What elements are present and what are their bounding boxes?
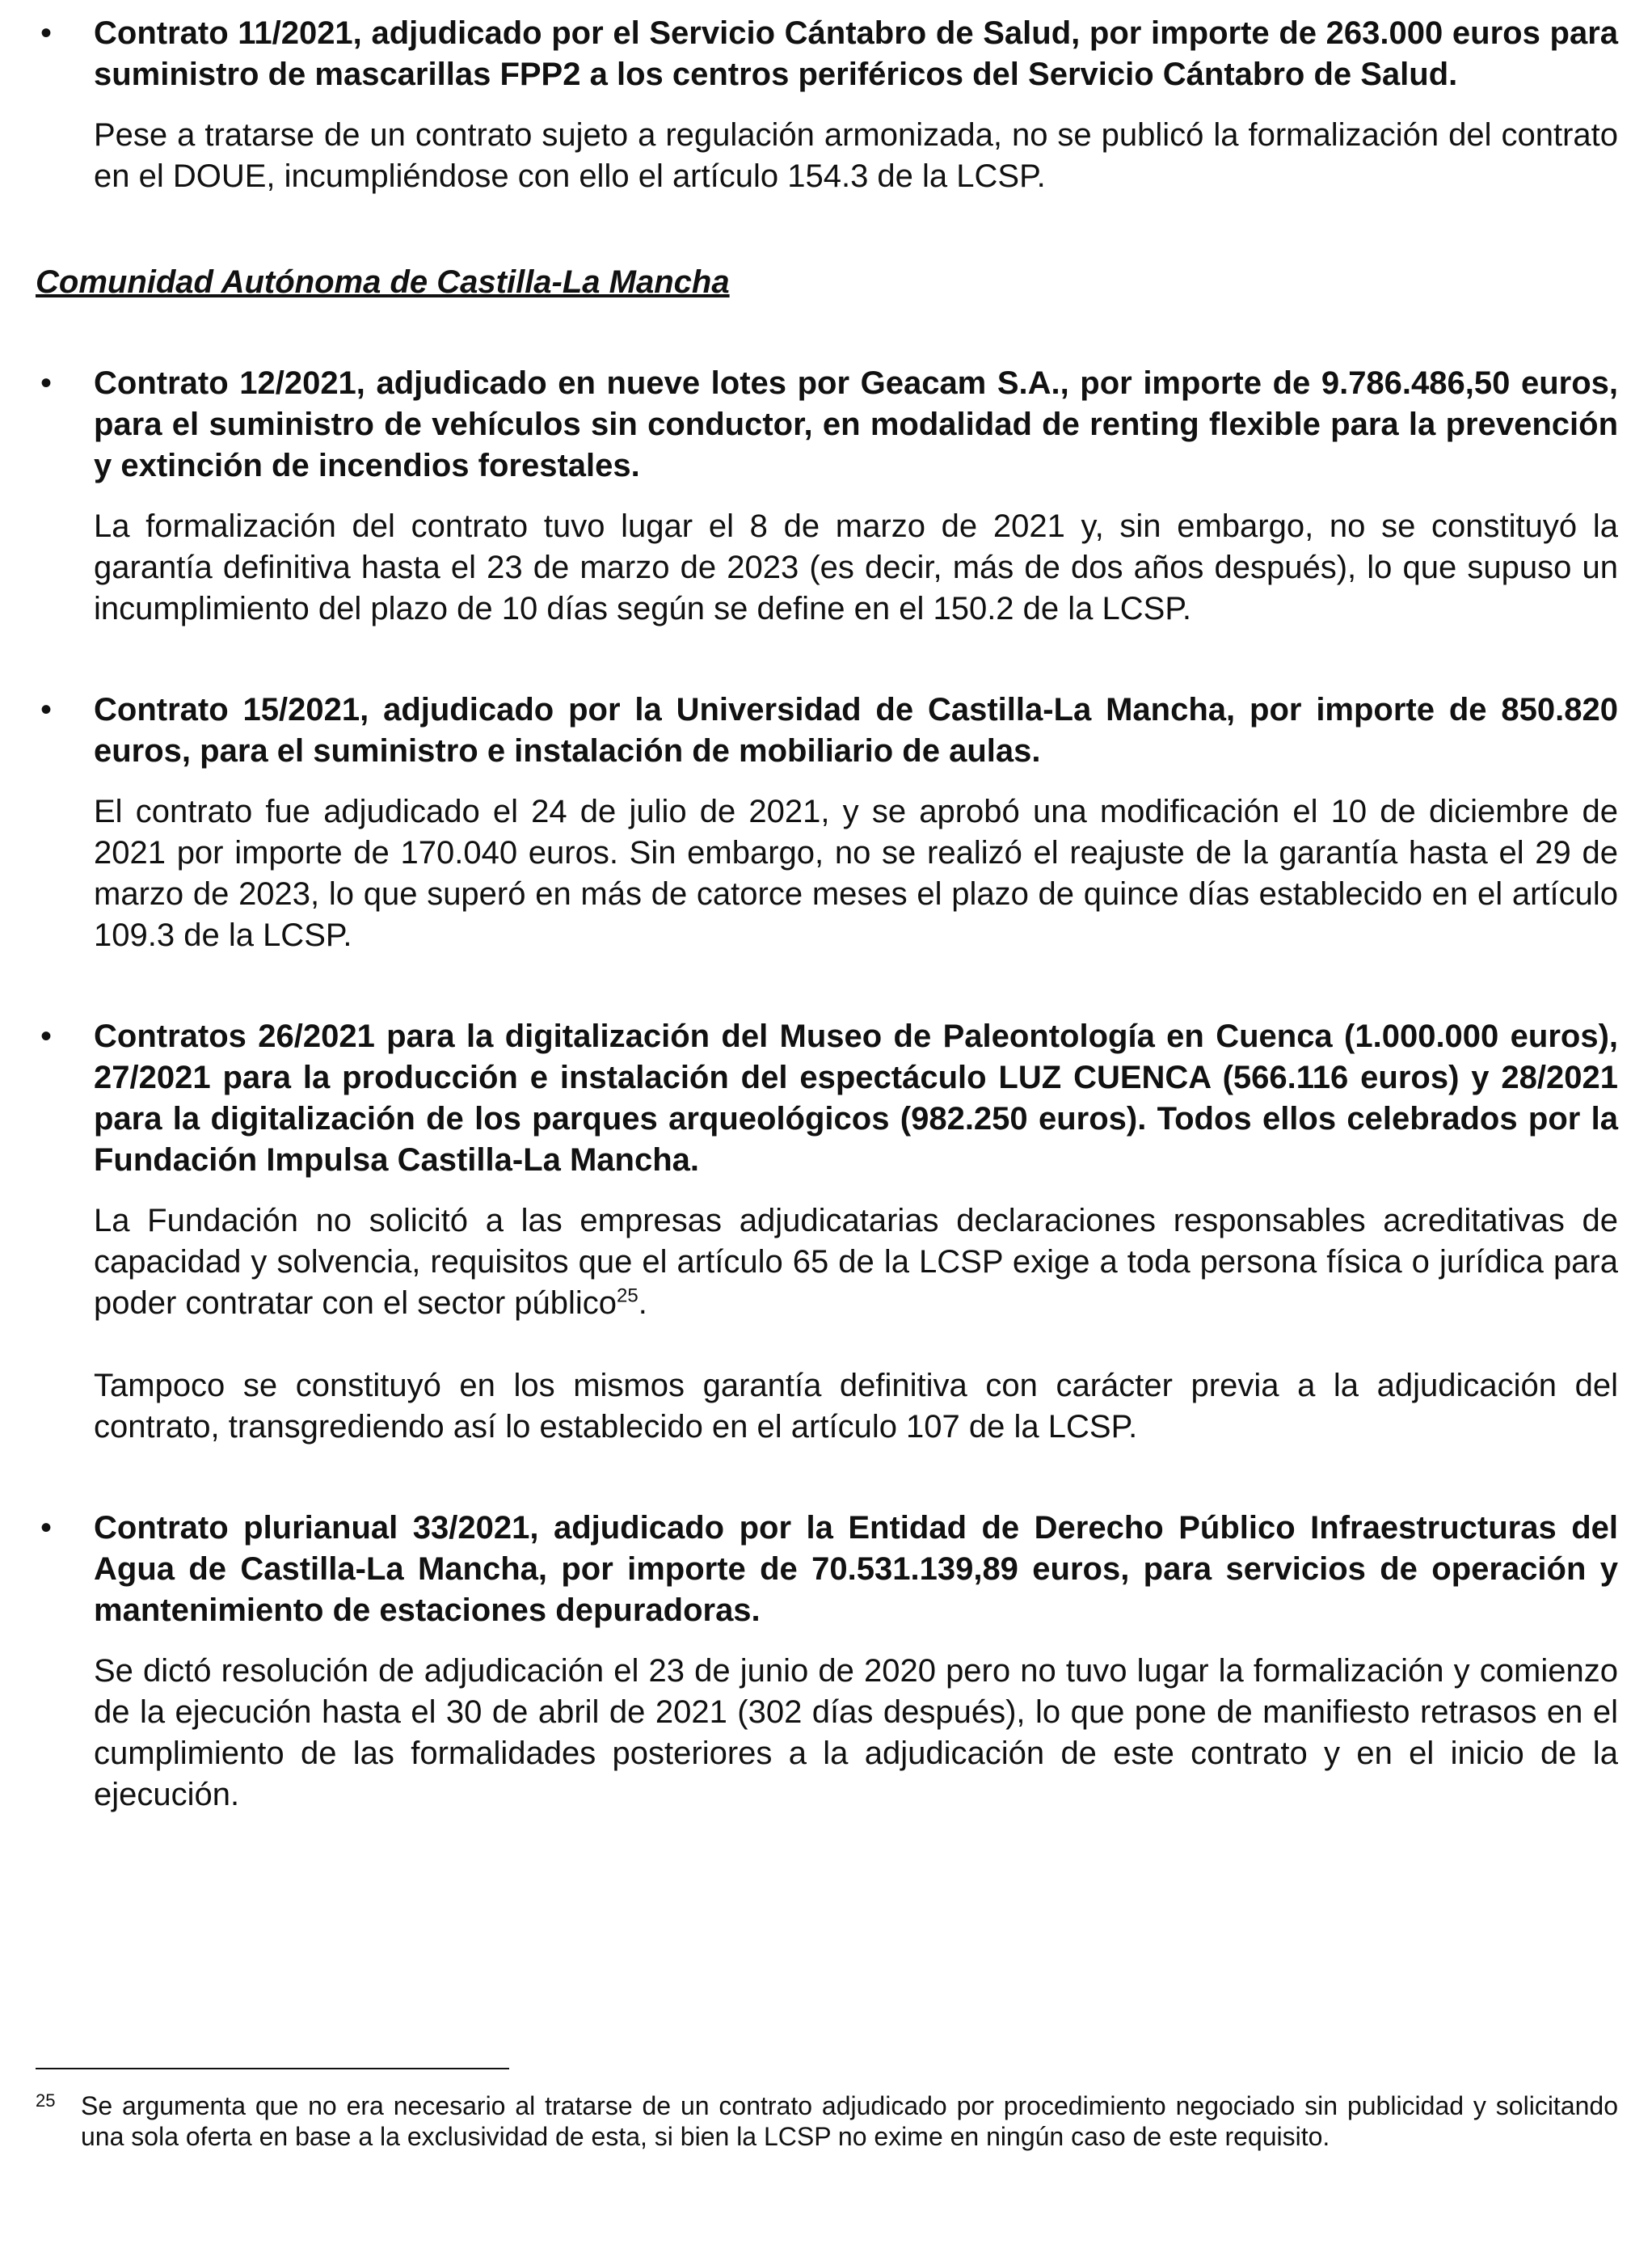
contract-title: Contrato plurianual 33/2021, adjudicado por la Entidad de Derecho Público Infraestructuras del Agua de Castilla-La Mancha, por importe de 70.531.139,89 euros, para servicios de operación y mantenimiento de estaciones depuradoras.	[94, 1510, 1618, 1628]
contract-item-11-2021	[36, 13, 1618, 197]
contract-item-26-27-28-2021	[36, 1016, 1618, 1448]
contract-description: El contrato fue adjudicado el 24 de julio de 2021, y se aprobó una modificación el 10 de diciembre de 2021 por importe de 170.040 euros. Sin embargo, no se realizó el reajuste de la garantía hasta el 29 de marzo de 2023, lo que superó en más de catorce meses el plazo de quince días establecido en el artículo 109.3 de la LCSP.	[94, 794, 1618, 953]
footnote	[36, 2090, 1618, 2152]
contract-description-text: La Fundación no solicitó a las empresas adjudicatarias declaraciones responsables acreditativas de capacidad y solvencia, requisitos que el artículo 65 de la LCSP exige a toda persona física o jurídica para poder contratar con el sector público	[94, 1203, 1618, 1321]
footnote-number: 25	[36, 2090, 56, 2111]
contract-title: Contrato 15/2021, adjudicado por la Universidad de Castilla-La Mancha, por importe de 850.820 euros, para el suministro e instalación de mobiliario de aulas.	[94, 692, 1618, 769]
contract-title: Contratos 26/2021 para la digitalización del Museo de Paleontología en Cuenca (1.000.000 euros), 27/2021 para la producción e instalación del espectáculo LUZ CUENCA (566.116 euros) y 28/2021 para la digitalización de los parques arqueológicos (982.250 euros). Todos ellos celebrados por la Fundación Impulsa Castilla-La Mancha.	[94, 1019, 1618, 1178]
contract-description: Se dictó resolución de adjudicación el 23 de junio de 2020 pero no tuvo lugar la formalización y comienzo de la ejecución hasta el 30 de abril de 2021 (302 días después), lo que pone de manifiesto retrasos en el cumplimiento de las formalidades posteriores a la adjudicación de este contrato y en el inicio de la ejecución.	[94, 1653, 1618, 1812]
bullet-point: •	[40, 1019, 53, 1054]
contract-title: Contrato 11/2021, adjudicado por el Servicio Cántabro de Salud, por importe de 263.000 euros para suministro de mascarillas FPP2 a los centros periféricos del Servicio Cántabro de Salud.	[94, 15, 1618, 92]
contract-item-15-2021	[36, 690, 1618, 956]
bullet-point: •	[40, 692, 53, 728]
footnote-reference[interactable]: 25	[617, 1284, 638, 1307]
bullet-point: •	[40, 15, 53, 51]
contract-description-continued: Tampoco se constituyó en los mismos garantía definitiva con carácter previa a la adjudicación del contrato, transgrediendo así lo establecido en el artículo 107 de la LCSP.	[94, 1368, 1618, 1445]
section-heading: Comunidad Autónoma de Castilla-La Mancha	[36, 264, 730, 300]
document-page	[36, 13, 1618, 1816]
contract-description: La formalización del contrato tuvo lugar el 8 de marzo de 2021 y, sin embargo, no se constituyó la garantía definitiva hasta el 23 de marzo de 2023 (es decir, más de dos años después), lo que supuso un incumplimiento del plazo de 10 días según se define en el 150.2 de la LCSP.	[94, 508, 1618, 626]
contract-description: Pese a tratarse de un contrato sujeto a regulación armonizada, no se publicó la formalización del contrato en el DOUE, incumpliéndose con ello el artículo 154.3 de la LCSP.	[94, 117, 1618, 194]
contract-title: Contrato 12/2021, adjudicado en nueve lotes por Geacam S.A., por importe de 9.786.486,50 euros, para el suministro de vehículos sin conductor, en modalidad de renting flexible para la prevención y extinción de incendios forestales.	[94, 365, 1618, 483]
bullet-point: •	[40, 365, 53, 401]
sentence-end: .	[638, 1285, 647, 1321]
bullet-point: •	[40, 1510, 53, 1546]
contract-item-33-2021	[36, 1508, 1618, 1816]
contract-description	[94, 1200, 1618, 1324]
footnote-separator	[36, 2068, 509, 2069]
footnote-text: Se argumenta que no era necesario al tratarse de un contrato adjudicado por procedimiento negociado sin publicidad y solicitando una sola oferta en base a la exclusividad de esta, si bien la LCSP no exime en ningún caso de este requisito.	[81, 2091, 1618, 2151]
contract-item-12-2021	[36, 363, 1618, 630]
